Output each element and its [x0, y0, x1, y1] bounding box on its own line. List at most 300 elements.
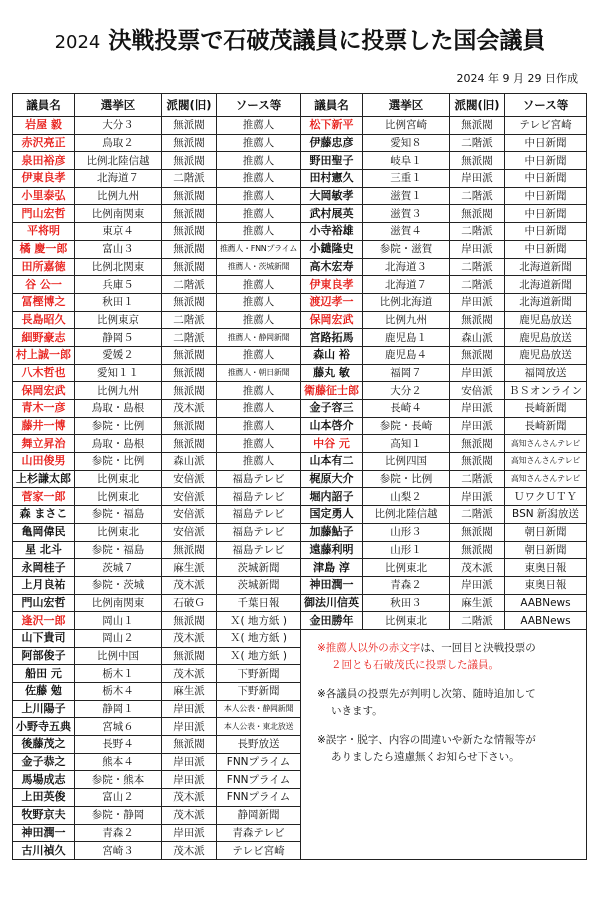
- cell-faction: 茂木派: [450, 559, 505, 577]
- cell-faction: 無派閥: [162, 382, 217, 400]
- cell-district: 比例北関東: [75, 258, 162, 276]
- cell-district: 山梨２: [363, 488, 450, 506]
- cell-district: 宮城６: [75, 718, 162, 736]
- cell-faction: 岸田派: [162, 718, 217, 736]
- cell-faction: 岸田派: [450, 576, 505, 594]
- cell-district: 秋田１: [75, 293, 162, 311]
- cell-district: 比例東北: [75, 470, 162, 488]
- cell-source: Ｘ( 地方紙 ): [217, 612, 301, 630]
- cell-source: 本人公表・静岡新聞: [217, 700, 301, 718]
- cell-district: 愛媛２: [75, 346, 162, 364]
- cell-source: 推薦人: [217, 170, 301, 188]
- cell-district: 比例東北: [363, 559, 450, 577]
- cell-source: 推薦人: [217, 223, 301, 241]
- cell-faction: 麻生派: [162, 683, 217, 701]
- cell-name: 岩屋 毅: [13, 117, 75, 135]
- cell-source: 長野放送: [217, 736, 301, 754]
- cell-source: 中日新聞: [505, 152, 587, 170]
- cell-name: 山田俊男: [13, 453, 75, 471]
- cell-name: 舞立昇治: [13, 435, 75, 453]
- cell-name: 藤丸 敏: [301, 364, 363, 382]
- cell-source: 福岡放送: [505, 364, 587, 382]
- cell-faction: 無派閥: [162, 541, 217, 559]
- cell-source: 青森テレビ: [217, 824, 301, 842]
- cell-source: 推薦人: [217, 346, 301, 364]
- cell-district: 比例東京: [75, 311, 162, 329]
- cell-district: 参院・福島: [75, 506, 162, 524]
- cell-faction: 無派閥: [162, 293, 217, 311]
- cell-faction: 無派閥: [162, 435, 217, 453]
- cell-faction: 無派閥: [450, 523, 505, 541]
- cell-district: 比例九州: [75, 187, 162, 205]
- cell-source: 鹿児島放送: [505, 311, 587, 329]
- cell-district: 大分２: [363, 382, 450, 400]
- cell-faction: 岸田派: [450, 364, 505, 382]
- cell-name: 堀内詔子: [301, 488, 363, 506]
- cell-faction: 二階派: [450, 506, 505, 524]
- cell-name: 上杉謙太郎: [13, 470, 75, 488]
- table-row: [13, 152, 587, 170]
- cell-district: 参院・熊本: [75, 771, 162, 789]
- table-row: [13, 559, 587, 577]
- cell-faction: 無派閥: [162, 647, 217, 665]
- cell-source: AABNews: [505, 594, 587, 612]
- cell-source: 北海道新聞: [505, 276, 587, 294]
- table-row: [13, 311, 587, 329]
- cell-faction: 無派閥: [450, 152, 505, 170]
- cell-name: 梶原大介: [301, 470, 363, 488]
- cell-source: 福島テレビ: [217, 523, 301, 541]
- cell-source: Ｘ( 地方紙 ): [217, 629, 301, 647]
- cell-faction: 無派閥: [450, 205, 505, 223]
- cell-faction: 岸田派: [450, 170, 505, 188]
- cell-district: 参院・比例: [75, 453, 162, 471]
- cell-district: 滋賀３: [363, 205, 450, 223]
- cell-faction: 無派閥: [162, 240, 217, 258]
- cell-source: 推薦人: [217, 187, 301, 205]
- cell-faction: 無派閥: [162, 187, 217, 205]
- cell-faction: 岸田派: [450, 240, 505, 258]
- cell-district: 鹿児島４: [363, 346, 450, 364]
- cell-faction: 二階派: [450, 470, 505, 488]
- cell-name: 小野寺五典: [13, 718, 75, 736]
- cell-source: AABNews: [505, 612, 587, 630]
- cell-faction: 二階派: [450, 258, 505, 276]
- cell-name: 金子恭之: [13, 753, 75, 771]
- cell-name: 金子容三: [301, 400, 363, 418]
- table-row: [13, 629, 587, 647]
- cell-name: 山本有二: [301, 453, 363, 471]
- cell-district: 比例中国: [75, 647, 162, 665]
- cell-faction: 無派閥: [162, 205, 217, 223]
- cell-name: 保岡宏武: [13, 382, 75, 400]
- cell-name: 後藤茂之: [13, 736, 75, 754]
- cell-faction: 無派閥: [162, 152, 217, 170]
- cell-district: 岡山２: [75, 629, 162, 647]
- cell-name: 伊東良孝: [301, 276, 363, 294]
- cell-faction: 岸田派: [450, 400, 505, 418]
- cell-district: 長野４: [75, 736, 162, 754]
- cell-district: 鳥取・島根: [75, 400, 162, 418]
- cell-name: 門山宏哲: [13, 594, 75, 612]
- cell-source: 千葉日報: [217, 594, 301, 612]
- cell-source: 下野新聞: [217, 683, 301, 701]
- cell-district: 福岡７: [363, 364, 450, 382]
- table-row: [13, 506, 587, 524]
- cell-faction: 安倍派: [162, 470, 217, 488]
- cell-source: 推薦人: [217, 152, 301, 170]
- cell-faction: 無派閥: [162, 364, 217, 382]
- cell-name: 大岡敏孝: [301, 187, 363, 205]
- created-date: 2024 年 9 月 29 日作成: [456, 72, 578, 85]
- cell-faction: 安倍派: [162, 506, 217, 524]
- cell-name: 橘 慶一郎: [13, 240, 75, 258]
- cell-source: 中日新聞: [505, 134, 587, 152]
- table-row: [13, 293, 587, 311]
- cell-faction: 無派閥: [450, 453, 505, 471]
- cell-name: 佐藤 勉: [13, 683, 75, 701]
- cell-name: 船田 元: [13, 665, 75, 683]
- header-district: 選挙区: [363, 94, 450, 117]
- cell-faction: 麻生派: [450, 594, 505, 612]
- cell-name: 赤沢亮正: [13, 134, 75, 152]
- cell-name: 門山宏哲: [13, 205, 75, 223]
- cell-name: 伊東良孝: [13, 170, 75, 188]
- cell-name: 神田潤一: [13, 824, 75, 842]
- cell-name: 遠藤利明: [301, 541, 363, 559]
- table-row: [13, 453, 587, 471]
- cell-faction: 無派閥: [162, 223, 217, 241]
- table-row: [13, 576, 587, 594]
- cell-district: 三重１: [363, 170, 450, 188]
- cell-name: 高木宏寿: [301, 258, 363, 276]
- cell-faction: 無派閥: [162, 134, 217, 152]
- cell-name: 谷 公一: [13, 276, 75, 294]
- cell-name: 馬場成志: [13, 771, 75, 789]
- table-row: [13, 417, 587, 435]
- cell-faction: 茂木派: [162, 789, 217, 807]
- cell-district: 北海道７: [75, 170, 162, 188]
- table-row: [13, 594, 587, 612]
- header-district: 選挙区: [75, 94, 162, 117]
- cell-district: 静岡１: [75, 700, 162, 718]
- cell-faction: 二階派: [162, 170, 217, 188]
- cell-source: 推薦人: [217, 117, 301, 135]
- cell-name: 泉田裕彦: [13, 152, 75, 170]
- cell-source: 東奥日報: [505, 576, 587, 594]
- cell-source: 高知さんさんテレビ: [505, 453, 587, 471]
- cell-faction: 無派閥: [450, 346, 505, 364]
- cell-source: 中日新聞: [505, 240, 587, 258]
- cell-district: 栃木４: [75, 683, 162, 701]
- cell-name: 御法川信英: [301, 594, 363, 612]
- cell-name: 武村展英: [301, 205, 363, 223]
- table-row: [13, 223, 587, 241]
- cell-source: FNNプライム: [217, 789, 301, 807]
- cell-faction: 無派閥: [450, 117, 505, 135]
- table-row: [13, 470, 587, 488]
- cell-source: 推薦人・茨城新聞: [217, 258, 301, 276]
- cell-district: 滋賀４: [363, 223, 450, 241]
- cell-name: 星 北斗: [13, 541, 75, 559]
- cell-district: 比例南関東: [75, 205, 162, 223]
- note-red-text: ※推薦人以外の赤文字は、一回目と決戦投票の ２回とも石破茂氏に投票した議員。: [317, 641, 536, 671]
- cell-district: 青森２: [363, 576, 450, 594]
- cell-district: 長崎４: [363, 400, 450, 418]
- cell-name: 松下新平: [301, 117, 363, 135]
- table-row: [13, 187, 587, 205]
- cell-faction: 茂木派: [162, 842, 217, 860]
- cell-source: 長崎新聞: [505, 400, 587, 418]
- table-row: [13, 329, 587, 347]
- cell-faction: 無派閥: [450, 541, 505, 559]
- cell-faction: 二階派: [450, 276, 505, 294]
- cell-source: 朝日新聞: [505, 541, 587, 559]
- cell-faction: 二階派: [450, 187, 505, 205]
- cell-name: 青木一彦: [13, 400, 75, 418]
- cell-source: テレビ宮崎: [505, 117, 587, 135]
- cell-name: 神田潤一: [301, 576, 363, 594]
- cell-faction: 石破Ｇ: [162, 594, 217, 612]
- cell-source: 福島テレビ: [217, 541, 301, 559]
- cell-name: 八木哲也: [13, 364, 75, 382]
- table-row: [13, 488, 587, 506]
- note-update: ※各議員の投票先が判明し次第、随時追加して いきます。: [317, 687, 536, 717]
- cell-district: 愛知１１: [75, 364, 162, 382]
- table-row: [13, 258, 587, 276]
- cell-name: 村上誠一郎: [13, 346, 75, 364]
- cell-district: 秋田３: [363, 594, 450, 612]
- header-faction: 派閥(旧): [450, 94, 505, 117]
- cell-name: 藤井一博: [13, 417, 75, 435]
- cell-source: 推薦人: [217, 311, 301, 329]
- cell-source: ＵワクＵＴＹ: [505, 488, 587, 506]
- cell-source: 本人公表・東北放送: [217, 718, 301, 736]
- cell-faction: 岸田派: [162, 753, 217, 771]
- cell-source: 推薦人: [217, 435, 301, 453]
- cell-district: 茨城７: [75, 559, 162, 577]
- cell-district: 比例南関東: [75, 594, 162, 612]
- cell-district: 比例九州: [363, 311, 450, 329]
- cell-district: 鳥取・島根: [75, 435, 162, 453]
- cell-district: 栃木１: [75, 665, 162, 683]
- cell-source: 中日新聞: [505, 170, 587, 188]
- cell-name: 中谷 元: [301, 435, 363, 453]
- cell-faction: 二階派: [162, 311, 217, 329]
- cell-district: 比例九州: [75, 382, 162, 400]
- cell-faction: 無派閥: [162, 258, 217, 276]
- cell-faction: 無派閥: [450, 435, 505, 453]
- cell-district: 岡山１: [75, 612, 162, 630]
- cell-district: 山形３: [363, 523, 450, 541]
- cell-district: 富山３: [75, 240, 162, 258]
- table-row: [13, 612, 587, 630]
- cell-district: 滋賀１: [363, 187, 450, 205]
- cell-source: 朝日新聞: [505, 523, 587, 541]
- cell-faction: 麻生派: [162, 559, 217, 577]
- cell-source: 推薦人: [217, 134, 301, 152]
- cell-district: 大分３: [75, 117, 162, 135]
- cell-faction: 岸田派: [162, 824, 217, 842]
- cell-source: テレビ宮崎: [217, 842, 301, 860]
- cell-name: 上田英俊: [13, 789, 75, 807]
- cell-source: 推薦人: [217, 276, 301, 294]
- table-row: [13, 400, 587, 418]
- table-row: [13, 276, 587, 294]
- cell-source: 中日新聞: [505, 223, 587, 241]
- header-name: 議員名: [301, 94, 363, 117]
- table-row: [13, 134, 587, 152]
- cell-district: 参院・比例: [363, 470, 450, 488]
- cell-name: 伊藤忠彦: [301, 134, 363, 152]
- cell-faction: 茂木派: [162, 665, 217, 683]
- table-row: [13, 364, 587, 382]
- cell-district: 宮崎３: [75, 842, 162, 860]
- cell-district: 参院・福島: [75, 541, 162, 559]
- cell-faction: 安倍派: [162, 523, 217, 541]
- table-row: [13, 346, 587, 364]
- cell-faction: 安倍派: [162, 488, 217, 506]
- cell-faction: 無派閥: [162, 346, 217, 364]
- cell-source: 推薦人・FNNプライム: [217, 240, 301, 258]
- cell-name: 牧野京夫: [13, 806, 75, 824]
- cell-district: 比例北陸信越: [363, 506, 450, 524]
- member-table: [12, 93, 587, 860]
- cell-name: 宮路拓馬: [301, 329, 363, 347]
- cell-district: 青森２: [75, 824, 162, 842]
- cell-name: 逢沢一郎: [13, 612, 75, 630]
- cell-faction: 岸田派: [162, 700, 217, 718]
- title-main: 決戦投票で石破茂議員に投票した国会議員: [108, 28, 546, 54]
- cell-faction: 二階派: [450, 134, 505, 152]
- cell-faction: 無派閥: [450, 311, 505, 329]
- cell-district: 北海道７: [363, 276, 450, 294]
- cell-faction: 無派閥: [162, 612, 217, 630]
- table-row: [13, 117, 587, 135]
- cell-faction: 森山派: [162, 453, 217, 471]
- cell-source: 鹿児島放送: [505, 346, 587, 364]
- cell-name: 金田勝年: [301, 612, 363, 630]
- cell-faction: 茂木派: [162, 806, 217, 824]
- cell-name: 細野豪志: [13, 329, 75, 347]
- cell-name: 冨樫博之: [13, 293, 75, 311]
- table-row: [13, 541, 587, 559]
- cell-district: 参院・茨城: [75, 576, 162, 594]
- cell-faction: 二階派: [450, 223, 505, 241]
- cell-source: Ｘ( 地方紙 ): [217, 647, 301, 665]
- cell-source: 高知さんさんテレビ: [505, 435, 587, 453]
- cell-district: 比例四国: [363, 453, 450, 471]
- cell-district: 静岡５: [75, 329, 162, 347]
- cell-district: 山形１: [363, 541, 450, 559]
- cell-source: 推薦人: [217, 205, 301, 223]
- cell-faction: 岸田派: [450, 417, 505, 435]
- cell-source: 推薦人: [217, 400, 301, 418]
- cell-name: 上川陽子: [13, 700, 75, 718]
- header-source: ソース等: [505, 94, 587, 117]
- cell-source: 茨城新聞: [217, 576, 301, 594]
- cell-name: 永岡桂子: [13, 559, 75, 577]
- cell-source: 推薦人: [217, 453, 301, 471]
- notes-box: [301, 629, 587, 859]
- cell-district: 比例東北: [363, 612, 450, 630]
- title-year: 2024: [54, 32, 101, 53]
- cell-source: 北海道新聞: [505, 293, 587, 311]
- cell-faction: 岸田派: [162, 771, 217, 789]
- cell-faction: 無派閥: [162, 117, 217, 135]
- note-corrections: ※誤字・脱字、内容の間違いや新たな情報等が ありましたら遠慮無くお知らせ下さい。: [317, 733, 536, 763]
- cell-faction: 茂木派: [162, 629, 217, 647]
- cell-name: 亀岡偉民: [13, 523, 75, 541]
- cell-faction: 茂木派: [162, 400, 217, 418]
- cell-source: ＢＳオンライン: [505, 382, 587, 400]
- cell-faction: 二階派: [162, 329, 217, 347]
- cell-faction: 茂木派: [162, 576, 217, 594]
- cell-source: 下野新聞: [217, 665, 301, 683]
- cell-faction: 無派閥: [162, 736, 217, 754]
- cell-source: 福島テレビ: [217, 470, 301, 488]
- cell-source: 福島テレビ: [217, 506, 301, 524]
- cell-source: 静岡新聞: [217, 806, 301, 824]
- cell-source: FNNプライム: [217, 753, 301, 771]
- cell-district: 熊本４: [75, 753, 162, 771]
- cell-district: 参院・比例: [75, 417, 162, 435]
- header-row: [13, 94, 587, 117]
- cell-name: 上月良祐: [13, 576, 75, 594]
- cell-name: 小寺裕雄: [301, 223, 363, 241]
- cell-source: 東奥日報: [505, 559, 587, 577]
- table-row: [13, 435, 587, 453]
- cell-district: 参院・長崎: [363, 417, 450, 435]
- cell-name: 古川禎久: [13, 842, 75, 860]
- cell-faction: 二階派: [450, 612, 505, 630]
- table-row: [13, 523, 587, 541]
- cell-source: 長崎新聞: [505, 417, 587, 435]
- cell-name: 津島 淳: [301, 559, 363, 577]
- cell-name: 長島昭久: [13, 311, 75, 329]
- cell-district: 東京４: [75, 223, 162, 241]
- page-title: [0, 22, 600, 55]
- cell-source: FNNプライム: [217, 771, 301, 789]
- cell-faction: 森山派: [450, 329, 505, 347]
- cell-name: 衛藤征士郎: [301, 382, 363, 400]
- cell-district: 鳥取２: [75, 134, 162, 152]
- cell-name: 平将明: [13, 223, 75, 241]
- cell-source: 推薦人・静岡新聞: [217, 329, 301, 347]
- cell-name: 加藤鮎子: [301, 523, 363, 541]
- cell-name: 阿部俊子: [13, 647, 75, 665]
- cell-source: 高知さんさんテレビ: [505, 470, 587, 488]
- cell-source: BSN 新潟放送: [505, 506, 587, 524]
- table-row: [13, 170, 587, 188]
- cell-district: 鹿児島１: [363, 329, 450, 347]
- cell-faction: 岸田派: [450, 488, 505, 506]
- cell-district: 北海道３: [363, 258, 450, 276]
- cell-source: 中日新聞: [505, 205, 587, 223]
- cell-district: 愛知８: [363, 134, 450, 152]
- cell-name: 森山 裕: [301, 346, 363, 364]
- cell-name: 田所嘉徳: [13, 258, 75, 276]
- cell-source: 推薦人: [217, 417, 301, 435]
- cell-faction: 安倍派: [450, 382, 505, 400]
- cell-district: 参院・滋賀: [363, 240, 450, 258]
- cell-district: 高知１: [363, 435, 450, 453]
- cell-name: 小鑓隆史: [301, 240, 363, 258]
- cell-district: 参院・静岡: [75, 806, 162, 824]
- cell-source: 中日新聞: [505, 187, 587, 205]
- cell-district: 岐阜１: [363, 152, 450, 170]
- cell-name: 渡辺孝一: [301, 293, 363, 311]
